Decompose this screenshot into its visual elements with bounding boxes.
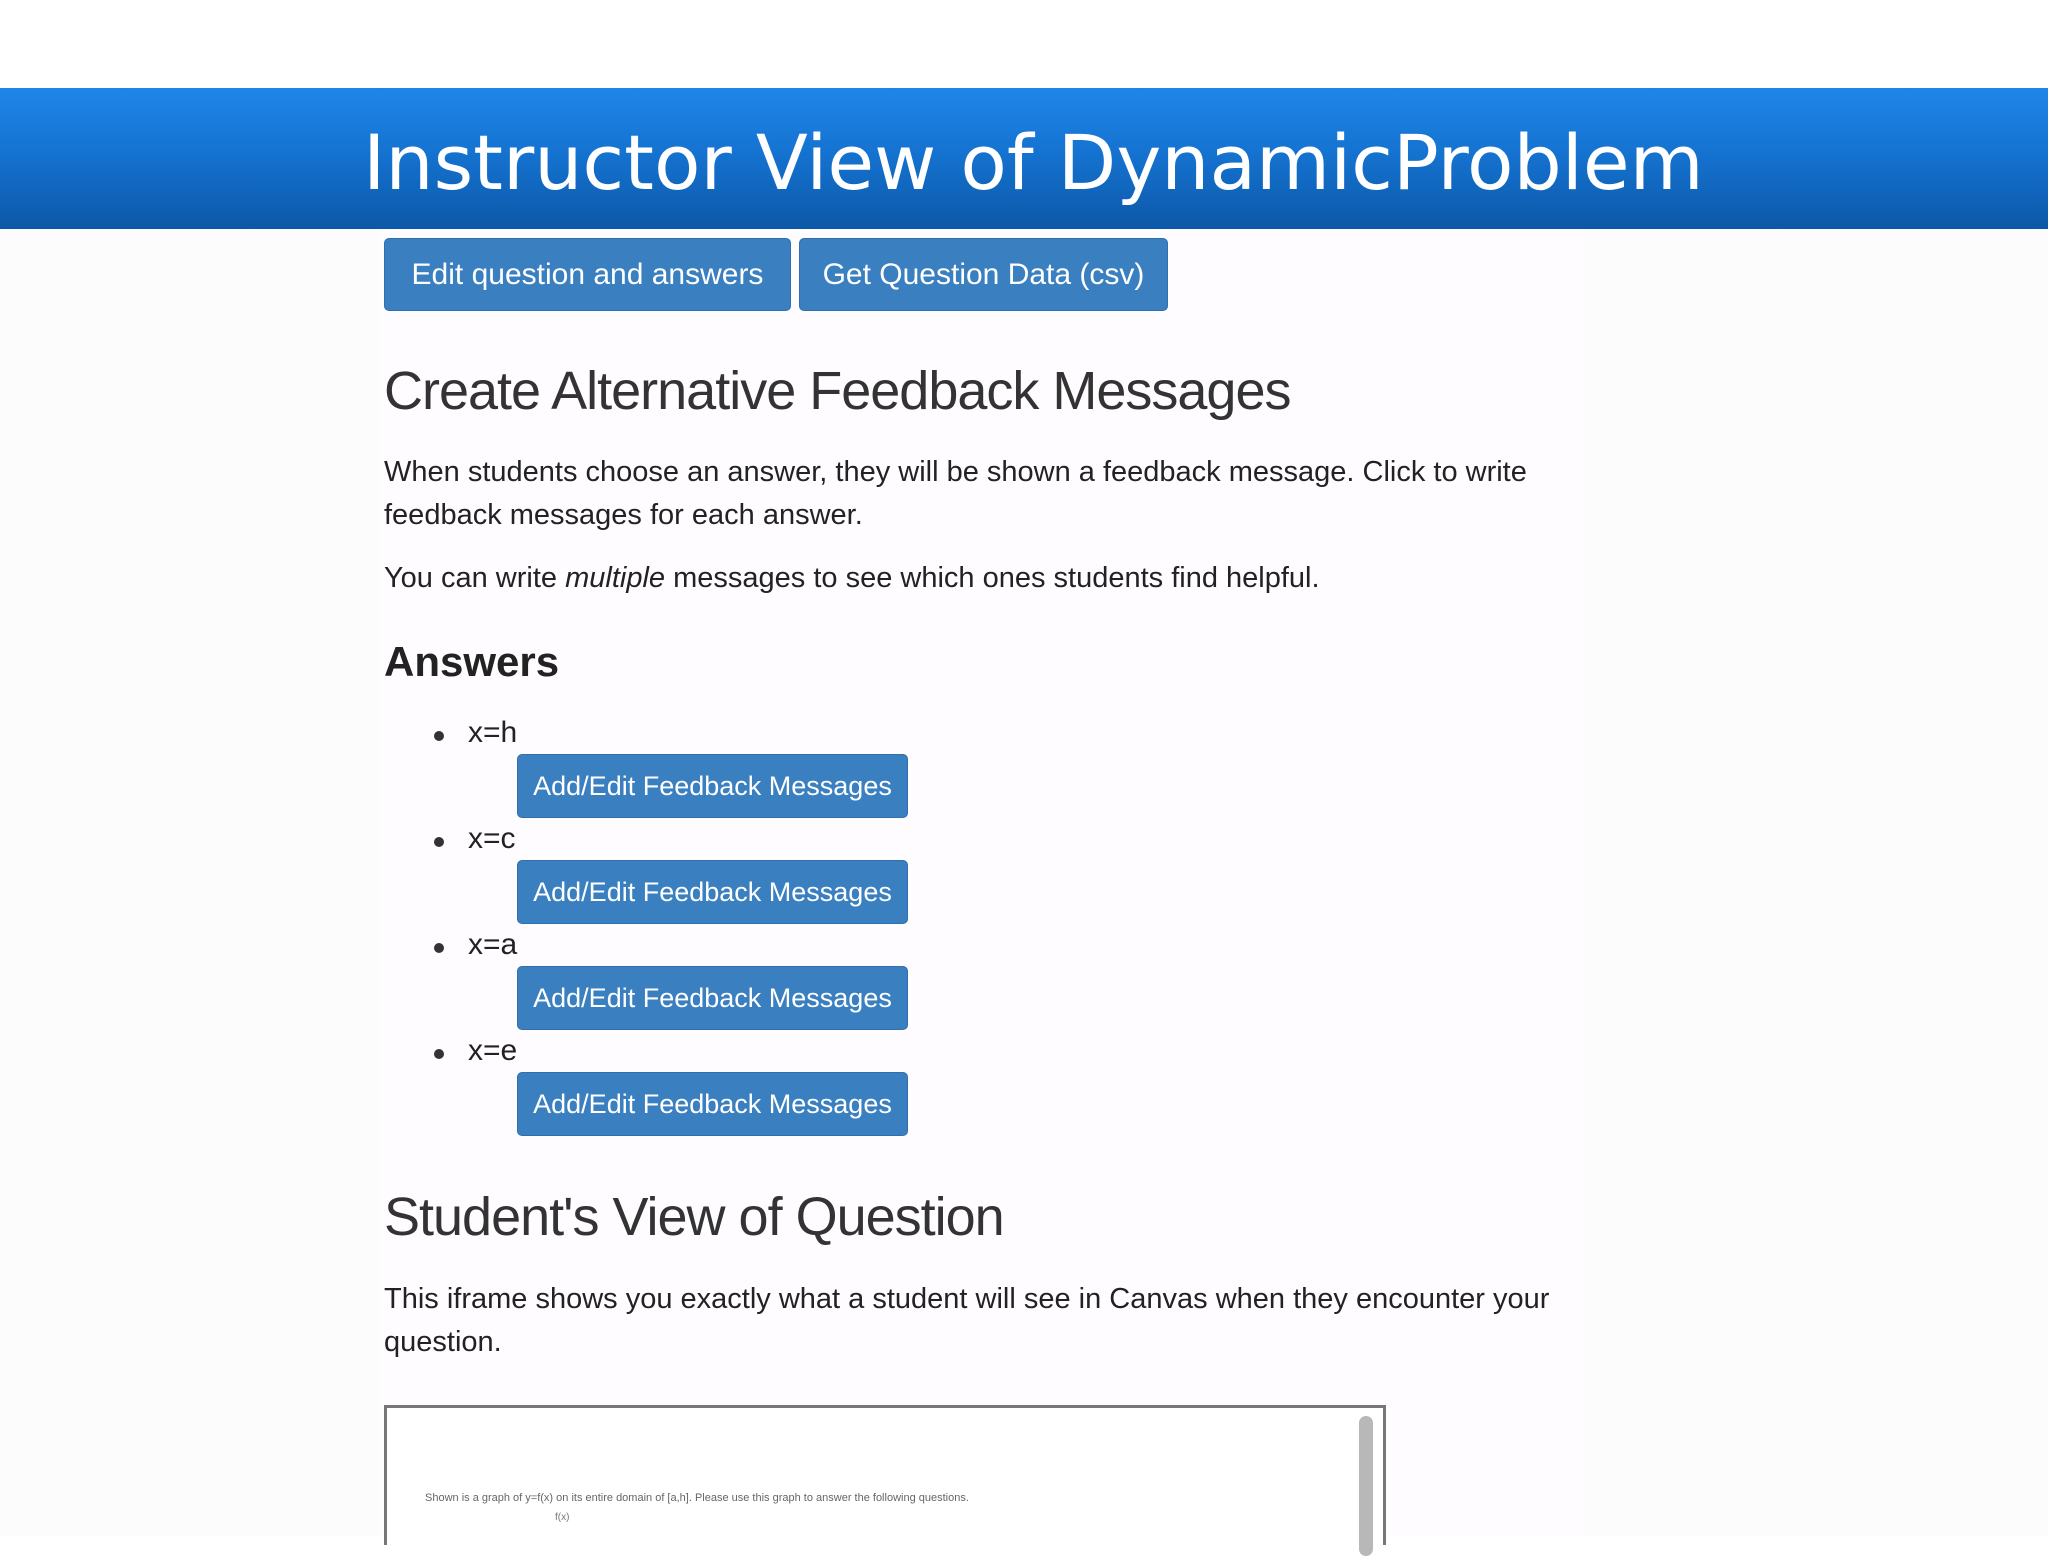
add-edit-feedback-button[interactable]: Add/Edit Feedback Messages (517, 966, 908, 1030)
slide-title: Instructor View of DynamicProblem (363, 118, 1704, 207)
answers-heading: Answers (384, 638, 560, 685)
bullet-icon (434, 1049, 444, 1059)
bullet-icon (434, 731, 444, 741)
add-edit-feedback-button[interactable]: Add/Edit Feedback Messages (517, 1072, 908, 1136)
bullet-icon (434, 837, 444, 847)
student-preview-iframe[interactable] (384, 1405, 1386, 1545)
student-view-heading: Student's View of Question (384, 1187, 1004, 1247)
bullet-icon (434, 943, 444, 953)
get-question-data-button[interactable]: Get Question Data (csv) (799, 238, 1168, 311)
iframe-question-text: Shown is a graph of y=f(x) on its entire domain of [a,h]. Please use this graph to answer the following questions. (425, 1492, 969, 1504)
multiple-note-emphasis: multiple (565, 562, 666, 594)
feedback-heading: Create Alternative Feedback Messages (384, 361, 1291, 421)
feedback-intro-line-2: feedback messages for each answer. (384, 499, 863, 531)
feedback-intro-line-1: When students choose an answer, they will be shown a feedback message. Click to write (384, 456, 1527, 488)
answer-label: x=h (468, 716, 518, 749)
add-edit-feedback-button[interactable]: Add/Edit Feedback Messages (517, 860, 908, 924)
student-view-desc-line-1: This iframe shows you exactly what a student will see in Canvas when they encounter your (384, 1283, 1550, 1315)
answer-label: x=c (468, 822, 516, 855)
add-edit-feedback-button[interactable]: Add/Edit Feedback Messages (517, 754, 908, 818)
multiple-note-prefix: You can write (384, 562, 566, 594)
answer-label: x=a (468, 928, 518, 961)
edit-question-button[interactable]: Edit question and answers (384, 238, 791, 311)
student-view-desc-line-2: question. (384, 1326, 502, 1358)
iframe-graph-label: f(x) (555, 1512, 570, 1523)
feedback-multiple-note (384, 557, 1584, 600)
iframe-scrollbar[interactable] (1359, 1416, 1373, 1556)
multiple-note-suffix: messages to see which ones students find helpful. (665, 562, 1320, 594)
answer-label: x=e (468, 1034, 518, 1067)
